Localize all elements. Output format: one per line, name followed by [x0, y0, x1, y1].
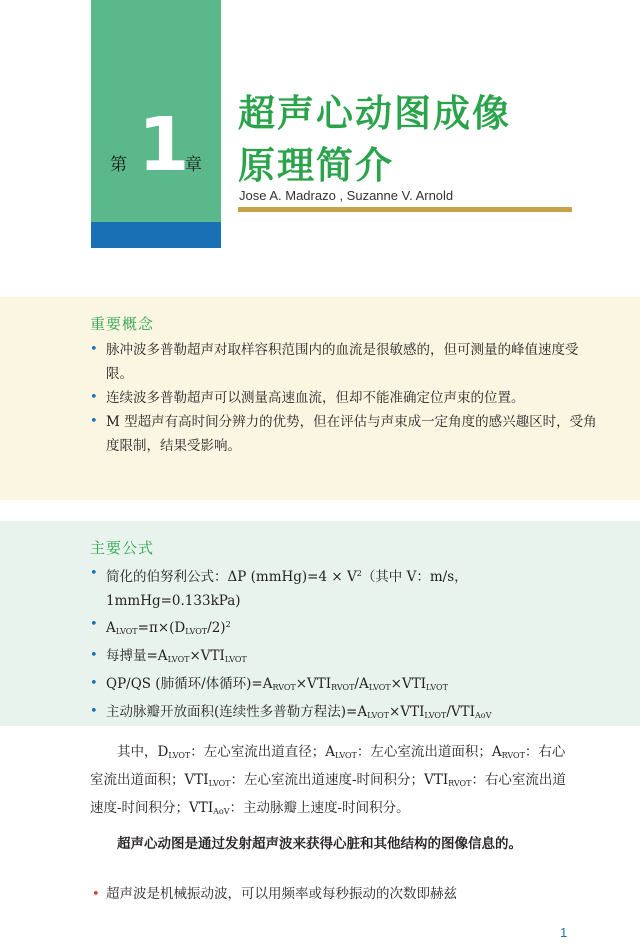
key-formulas-heading: 主要公式	[90, 539, 155, 557]
formula-bernoulli: • 简化的伯努利公式：ΔP (mmHg)=4 × $V^2$（其中 V：m/s，1mmHg=0.133kPa)	[90, 562, 602, 613]
intro-paragraph: 超声心动图是通过发射超声波来获得心脏和其他结构的图像信息的。	[117, 836, 522, 852]
formula-stroke-volume: • 每搏量$=A_{LVOT}\times VTI_{LVOT}$	[90, 644, 602, 672]
list-item: • 连续波多普勒超声可以测量高速血流，但却不能准确定位声束的位置。	[90, 386, 602, 410]
key-concepts-box	[0, 297, 640, 500]
bullet-icon: •	[92, 887, 100, 902]
bullet-icon: •	[90, 648, 98, 663]
chapter-label-prefix: 第	[110, 155, 127, 175]
bullet-icon: •	[90, 390, 98, 405]
title-rule	[238, 207, 572, 212]
key-concepts-heading: 重要概念	[90, 315, 155, 333]
formula-lvot-area: • $A_{LVOT}=\pi\times(D_{LVOT}/2)^2$	[90, 613, 602, 644]
chapter-label-suffix: 章	[185, 155, 202, 175]
body-bullet: • 超声波是机械振动波，可以用频率或每秒振动的次数即赫兹	[90, 882, 594, 907]
page-number: 1	[560, 925, 568, 940]
key-concepts-list	[90, 338, 602, 458]
list-item: • 脉冲波多普勒超声对取样容积范围内的血流是很敏感的，但可测量的峰值速度受限。	[90, 338, 602, 386]
formula-legend-paragraph: 其中，$D_{LVOT}$：左心室流出道直径；$A_{LVOT}$：左心室流出道面积；$A_{RVOT}$：右心室流出道面积；$VTI_{LVOT}$：左心室流出道速度-时间积分；$VTI_{RVOT}$：右心室流出道速度-时间积分；$VTI_{AoV}$：主动脉瓣上速度-时间积分。	[90, 744, 566, 816]
bullet-icon: •	[90, 566, 98, 581]
chapter-title-line1: 超声心动图成像	[238, 92, 511, 135]
chapter-title	[238, 88, 578, 192]
formula-qp-qs: • QP/QS (肺循环/体循环)$=A_{RVOT}\times VTI_{RVOT}/A_{LVOT}\times VTI_{LVOT}$	[90, 672, 602, 700]
chapter-title-line2: 原理简介	[238, 144, 394, 187]
formula-aortic-valve-area: • 主动脉瓣开放面积(连续性多普勒方程法)$=A_{LVOT}\times VTI_{LVOT}/VTI_{AoV}$	[90, 700, 602, 728]
key-formulas-box	[0, 521, 640, 726]
chapter-authors: Jose A. Madrazo , Suzanne V. Arnold	[239, 188, 454, 203]
chapter-blue-strip	[91, 222, 221, 248]
bullet-icon: •	[90, 617, 98, 632]
key-formulas-list	[90, 562, 602, 728]
bullet-icon: •	[90, 676, 98, 691]
chapter-number: 1	[138, 102, 190, 188]
list-item: • M 型超声有高时间分辨力的优势，但在评估与声束成一定角度的感兴趣区时，受角度限制，结果受影响。	[90, 410, 602, 458]
bullet-icon: •	[90, 704, 98, 719]
bullet-icon: •	[90, 414, 98, 429]
bullet-icon: •	[90, 342, 98, 357]
